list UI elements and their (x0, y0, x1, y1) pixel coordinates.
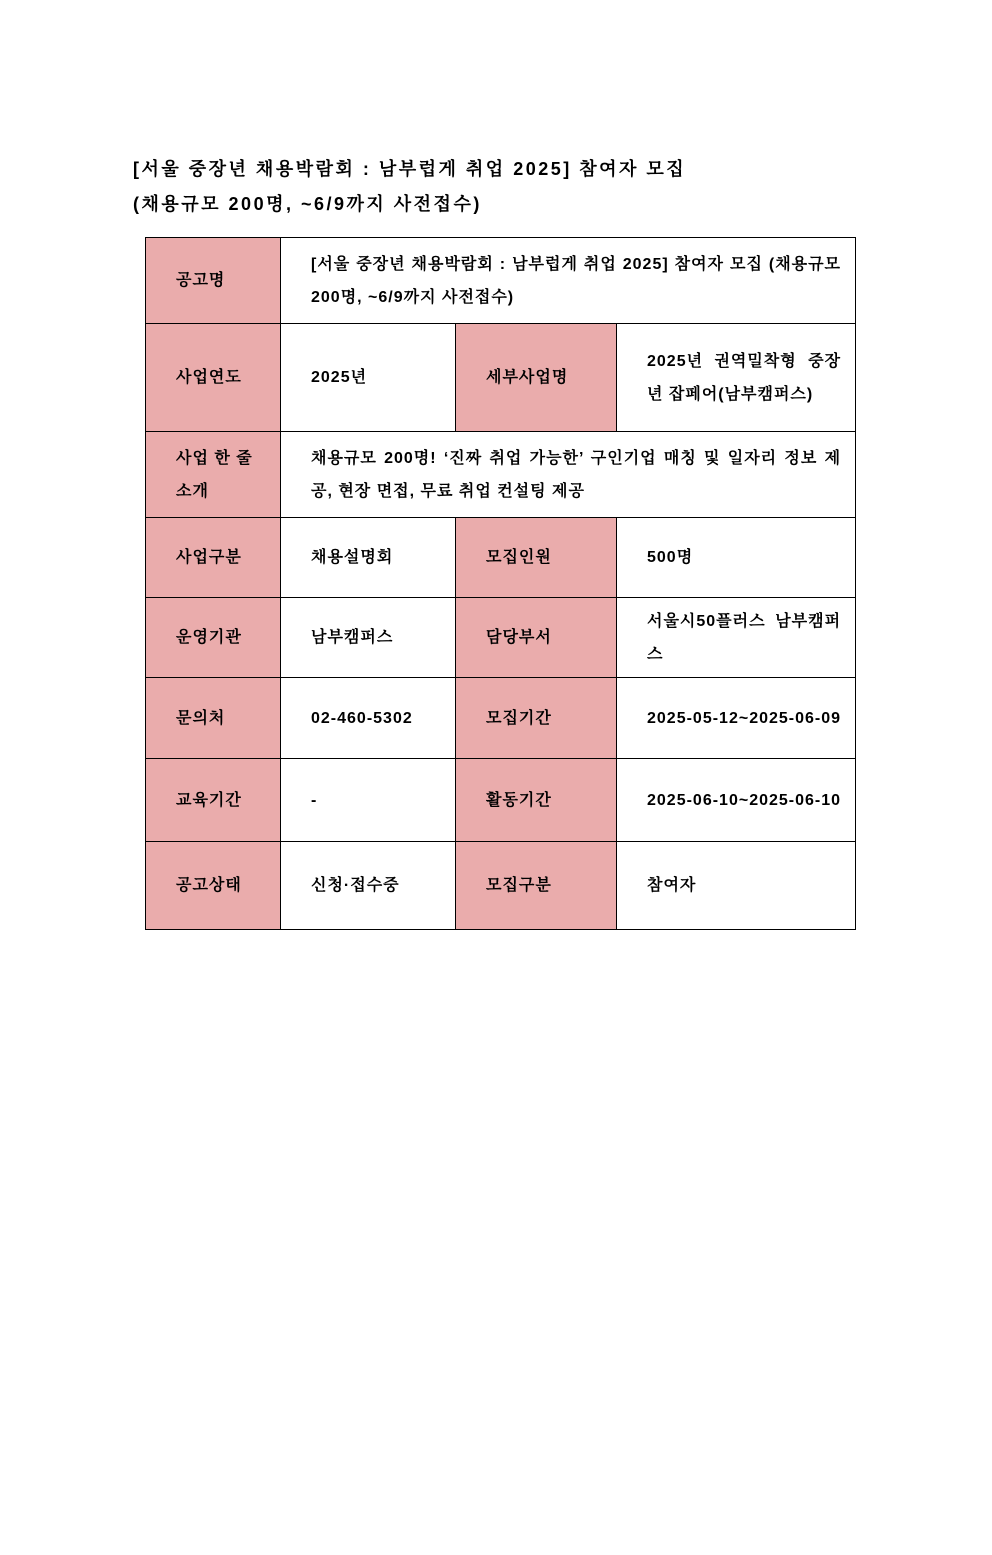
table-row-education-period (146, 759, 856, 842)
label-business-type: 사업구분 (146, 518, 281, 598)
label-activity-period: 활동기간 (456, 759, 617, 842)
label-business-year: 사업연도 (146, 324, 281, 432)
table-row-contact (146, 678, 856, 759)
label-education-period: 교육기간 (146, 759, 281, 842)
value-operating-org: 남부캠퍼스 (281, 598, 456, 678)
value-business-year: 2025년 (281, 324, 456, 432)
value-one-line-intro: 채용규모 200명! ‘진짜 취업 가능한’ 구인기업 매칭 및 일자리 정보 제공, 현장 면접, 무료 취업 컨설팅 제공 (281, 432, 856, 518)
label-detail-business-name: 세부사업명 (456, 324, 617, 432)
value-recruit-count: 500명 (617, 518, 856, 598)
table-row-announcement-name (146, 238, 856, 324)
value-department: 서울시50플러스 남부캠퍼스 (617, 598, 856, 678)
document-title-line2: (채용규모 200명, ~6/9까지 사전접수) (133, 194, 482, 214)
value-education-period: - (281, 759, 456, 842)
value-recruit-type: 참여자 (617, 842, 856, 930)
value-activity-period: 2025-06-10~2025-06-10 (617, 759, 856, 842)
table-row-operating-org (146, 598, 856, 678)
value-detail-business-name: 2025년 권역밀착형 중장년 잡페어(남부캠퍼스) (617, 324, 856, 432)
label-recruit-count: 모집인원 (456, 518, 617, 598)
value-announcement-name: [서울 중장년 채용박람회 : 남부럽게 취업 2025] 참여자 모집 (채용규모 200명, ~6/9까지 사전접수) (281, 238, 856, 324)
label-contact: 문의처 (146, 678, 281, 759)
label-operating-org: 운영기관 (146, 598, 281, 678)
table-row-business-type (146, 518, 856, 598)
value-business-type: 채용설명회 (281, 518, 456, 598)
value-contact: 02-460-5302 (281, 678, 456, 759)
table-row-one-line-intro (146, 432, 856, 518)
label-one-line-intro: 사업 한 줄 소개 (146, 432, 281, 518)
label-announcement-status: 공고상태 (146, 842, 281, 930)
label-department: 담당부서 (456, 598, 617, 678)
document-title-line1: [서울 중장년 채용박람회 : 남부럽게 취업 2025] 참여자 모집 (133, 159, 687, 179)
document-title (133, 152, 912, 222)
value-announcement-status: 신청·접수중 (281, 842, 456, 930)
label-recruit-type: 모집구분 (456, 842, 617, 930)
table-row-business-year (146, 324, 856, 432)
table-row-announcement-status (146, 842, 856, 930)
announcement-info-table (145, 237, 856, 930)
label-announcement-name: 공고명 (146, 238, 281, 324)
label-recruit-period: 모집기간 (456, 678, 617, 759)
value-recruit-period: 2025-05-12~2025-06-09 (617, 678, 856, 759)
